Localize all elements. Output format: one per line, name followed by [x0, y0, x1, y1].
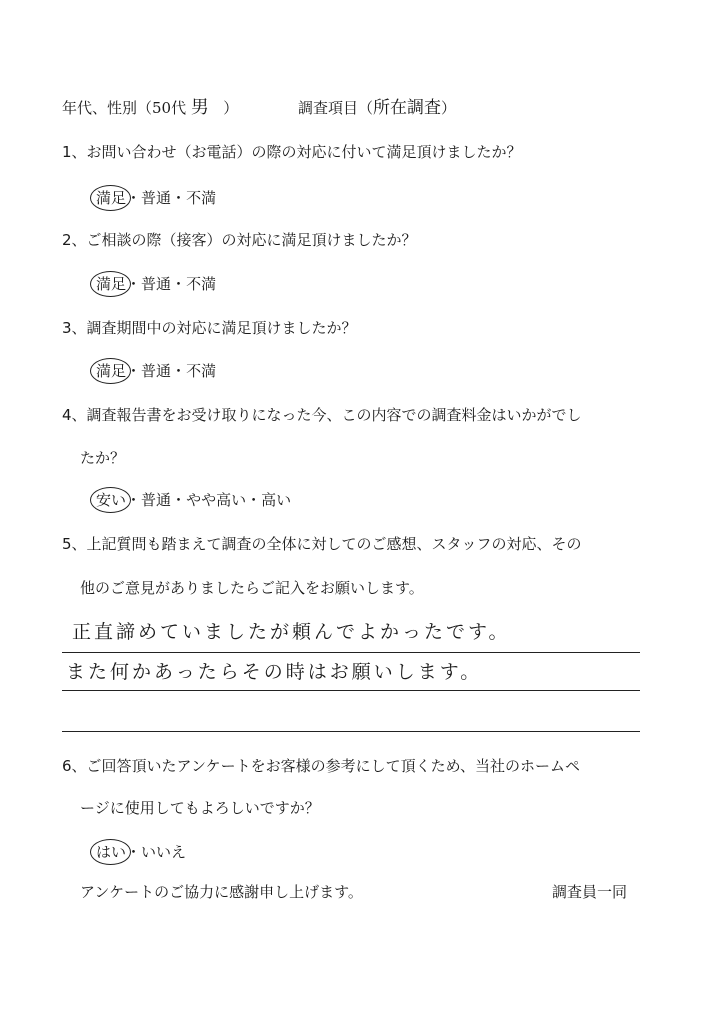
- sep: ・: [171, 491, 187, 509]
- answer-4: [96, 490, 291, 510]
- option[interactable]: 不満: [186, 362, 217, 380]
- option[interactable]: 普通: [141, 491, 172, 509]
- footer-signature: 調査員一同: [552, 883, 628, 901]
- sep: ・: [126, 362, 142, 380]
- survey-item-label: 調査項目（: [298, 99, 374, 117]
- header-survey-item: [298, 98, 456, 118]
- question-6: 6、ご回答頂いたアンケートをお客様の参考にして頂くため、当社のホームペ: [62, 757, 581, 775]
- comment-line-2: また何かあったらその時はお願いします。: [66, 661, 483, 683]
- question-5-cont: 他のご意見がありましたらご記入をお願いします。: [80, 579, 424, 597]
- question-6-cont: ージに使用してもよろしいですか？: [80, 799, 320, 817]
- comment-line-1: 正直諦めていましたが頼んでよかったです。: [72, 621, 511, 643]
- option[interactable]: いいえ: [141, 843, 187, 861]
- option[interactable]: 不満: [186, 189, 217, 207]
- footer-thanks: アンケートのご協力に感謝申し上げます。: [80, 883, 363, 901]
- close-paren: ）: [223, 99, 239, 117]
- gender-value: 男: [190, 97, 209, 118]
- option[interactable]: 高い: [261, 491, 292, 509]
- option-selected[interactable]: 安い: [96, 491, 127, 509]
- sep: ・: [246, 491, 262, 509]
- age-value: 50代: [152, 99, 187, 117]
- answer-6: [96, 842, 186, 862]
- survey-item-value: 所在調査: [373, 98, 442, 118]
- question-4-cont: たか？: [80, 449, 126, 467]
- sep: ・: [126, 189, 142, 207]
- answer-rule: [62, 652, 640, 653]
- question-5: 5、上記質問も踏まえて調査の全体に対してのご感想、スタッフの対応、その: [62, 535, 582, 553]
- answer-1: [96, 188, 216, 208]
- question-2: 2、ご相談の際（接客）の対応に満足頂けましたか？: [62, 231, 417, 249]
- option-selected[interactable]: 満足: [96, 362, 127, 380]
- answer-3: [96, 361, 216, 381]
- sep: ・: [126, 843, 142, 861]
- option-selected[interactable]: 満足: [96, 189, 127, 207]
- survey-item-close: ）: [441, 99, 457, 117]
- question-1: 1、お問い合わせ（お電話）の際の対応に付いて満足頂けましたか？: [62, 143, 522, 161]
- answer-2: [96, 274, 216, 294]
- sep: ・: [171, 362, 187, 380]
- option[interactable]: 普通: [141, 362, 172, 380]
- option[interactable]: 普通: [141, 189, 172, 207]
- age-gender-label: 年代、性別（: [62, 99, 153, 117]
- answer-rule: [62, 690, 640, 691]
- sep: ・: [126, 275, 142, 293]
- question-3: 3、調査期間中の対応に満足頂けましたか？: [62, 319, 357, 337]
- header-age-gender: [62, 98, 238, 118]
- option[interactable]: やや高い: [186, 491, 247, 509]
- option-selected[interactable]: はい: [96, 843, 127, 861]
- sep: ・: [126, 491, 142, 509]
- option[interactable]: 普通: [141, 275, 172, 293]
- option-selected[interactable]: 満足: [96, 275, 127, 293]
- question-4: 4、調査報告書をお受け取りになった今、この内容での調査料金はいかがでし: [62, 406, 582, 424]
- answer-rule: [62, 731, 640, 732]
- option[interactable]: 不満: [186, 275, 217, 293]
- sep: ・: [171, 275, 187, 293]
- sep: ・: [171, 189, 187, 207]
